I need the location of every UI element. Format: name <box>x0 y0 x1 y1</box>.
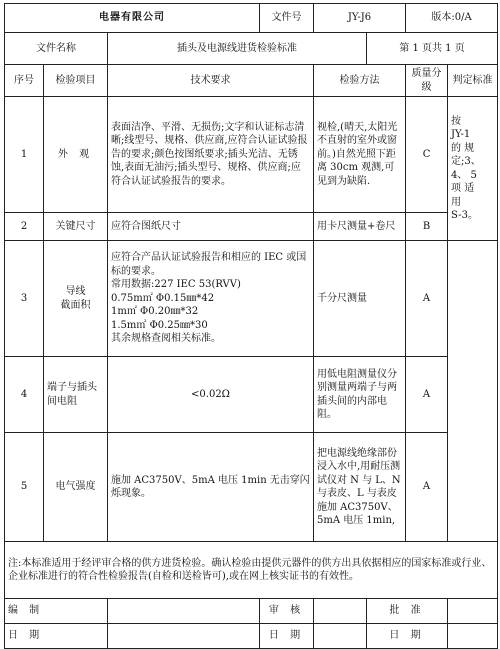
requirement-line: 应符合产品认证试验报告和相应的 IEC 或国标的要求。 <box>111 252 307 277</box>
note-text: 注:本标准适用于经评审合格的供方进货检验。确认检验由提供元器件的供方出具依据相应的国家标准或行业、企业标准进行的符合性检验报告(自检和送检皆可),或在网上核实证书的有效性。 <box>5 542 498 599</box>
row-seq: 1 <box>5 97 44 213</box>
compiled-by-value[interactable] <box>108 599 260 624</box>
row-seq: 3 <box>5 241 44 357</box>
row-grade: A <box>406 433 448 542</box>
col-grade: 质量分级 <box>406 65 448 97</box>
doc-number-label: 文件号 <box>260 4 314 33</box>
requirement-line: 0.75m㎡ Φ0.15㎜*42 <box>111 292 215 304</box>
note-row <box>5 542 498 599</box>
requirement-line: 1.5m㎡ Φ0.25㎜*30 <box>111 319 208 331</box>
row-seq: 4 <box>5 357 44 433</box>
judgement-standard <box>448 97 498 241</box>
row-item-line: 截面积 <box>60 299 91 311</box>
doc-number-value: JY-J6 <box>314 4 406 33</box>
signature-row <box>5 599 498 624</box>
row-item: 外 观 <box>44 97 108 213</box>
row-method: 用卡尺测量+卷尺 <box>314 213 406 241</box>
col-item: 检验项目 <box>44 65 108 97</box>
inspection-standard-table <box>4 3 498 649</box>
col-method: 检验方法 <box>314 65 406 97</box>
reviewed-by-value[interactable] <box>314 599 367 624</box>
table-row <box>5 433 498 542</box>
judgement-line: 定;3、 <box>451 156 481 167</box>
row-seq: 2 <box>5 213 44 241</box>
row-grade: B <box>406 213 448 241</box>
doc-title: 插头及电源线进货检验标准 <box>108 33 367 65</box>
header-row-title <box>5 33 498 65</box>
judgement-line: 的 规 <box>451 142 475 154</box>
judgement-empty-cell <box>448 241 498 542</box>
col-standard: 判定标准 <box>448 65 498 97</box>
version: 版本:0/A <box>406 4 498 33</box>
row-requirement: 表面洁净、平滑、无损伤;文字和认证标志清晰;线型号、规格、供应商,应符合认证试验报告的要求;颜色按图纸要求;插头光洁、无锈蚀,表面无油污;插头型号、规格、供应商;应符合认证试验报告的要求。 <box>108 97 314 213</box>
header-row-company <box>5 4 498 33</box>
compiled-date-value[interactable] <box>108 624 260 649</box>
row-seq: 5 <box>5 433 44 542</box>
reviewed-date-label: 日 期 <box>260 624 314 649</box>
judgement-line: 4、 5 <box>451 169 477 181</box>
requirement-line: 其余规格查阅相关标准。 <box>111 333 221 345</box>
company-name: 电器有限公司 <box>5 4 260 33</box>
judgement-line: JY-1 <box>451 129 471 140</box>
col-requirement: 技术要求 <box>108 65 314 97</box>
compiled-by-label: 编 制 <box>5 599 108 624</box>
judgement-line: 按 <box>451 115 462 127</box>
table-row <box>5 97 498 213</box>
judgement-line: 项 适 <box>451 183 475 194</box>
row-method: 千分尺测量 <box>314 241 406 357</box>
reviewed-by-label: 审 核 <box>260 599 314 624</box>
judgement-line: 用 <box>451 196 462 208</box>
row-requirement <box>108 241 314 357</box>
doc-name-label: 文件名称 <box>5 33 108 65</box>
row-grade: A <box>406 357 448 433</box>
table-row <box>5 357 498 433</box>
approved-date-label: 日 期 <box>367 624 448 649</box>
column-header-row <box>5 65 498 97</box>
reviewed-date-value[interactable] <box>314 624 367 649</box>
date-row <box>5 624 498 649</box>
row-grade: C <box>406 97 448 213</box>
page-info: 第 1 页共 1 页 <box>367 33 498 65</box>
table-row <box>5 241 498 357</box>
row-item: 电气强度 <box>44 433 108 542</box>
row-grade: A <box>406 241 448 357</box>
row-item: 关键尺寸 <box>44 213 108 241</box>
requirement-line: 常用数据:227 IEC 53(RVV) <box>111 279 241 291</box>
approved-date-value[interactable] <box>448 624 498 649</box>
row-method: 视检,(晴天,太阳光不直射的室外或窗前。)自然光照下距离 30cm 观测,可见到为缺陷. <box>314 97 406 213</box>
row-requirement: 应符合图纸尺寸 <box>108 213 314 241</box>
requirement-line: 1m㎡ Φ0.20㎜*32 <box>111 306 199 318</box>
row-method: 用低电阻测量仪分别测量两端子与两插头间的内部电阻。 <box>314 357 406 433</box>
approved-by-label: 批 准 <box>367 599 448 624</box>
row-method: 把电源线绝缘部份浸入水中,用耐压测试仪对 N 与 L、N 与表皮、L 与表皮施加 AC3750V、5mA 电压 1min, <box>314 433 406 542</box>
row-item <box>44 241 108 357</box>
row-item-line: 导线 <box>65 286 86 297</box>
approved-by-value[interactable] <box>448 599 498 624</box>
table-row <box>5 213 498 241</box>
row-requirement: <0.02Ω <box>108 357 314 433</box>
judgement-line: S-3。 <box>451 210 478 221</box>
row-item: 端子与插头间电阻 <box>44 357 108 433</box>
compiled-date-label: 日 期 <box>5 624 108 649</box>
col-seq: 序号 <box>5 65 44 97</box>
row-requirement: 施加 AC3750V、5mA 电压 1min 无击穿闪烁现象。 <box>108 433 314 542</box>
